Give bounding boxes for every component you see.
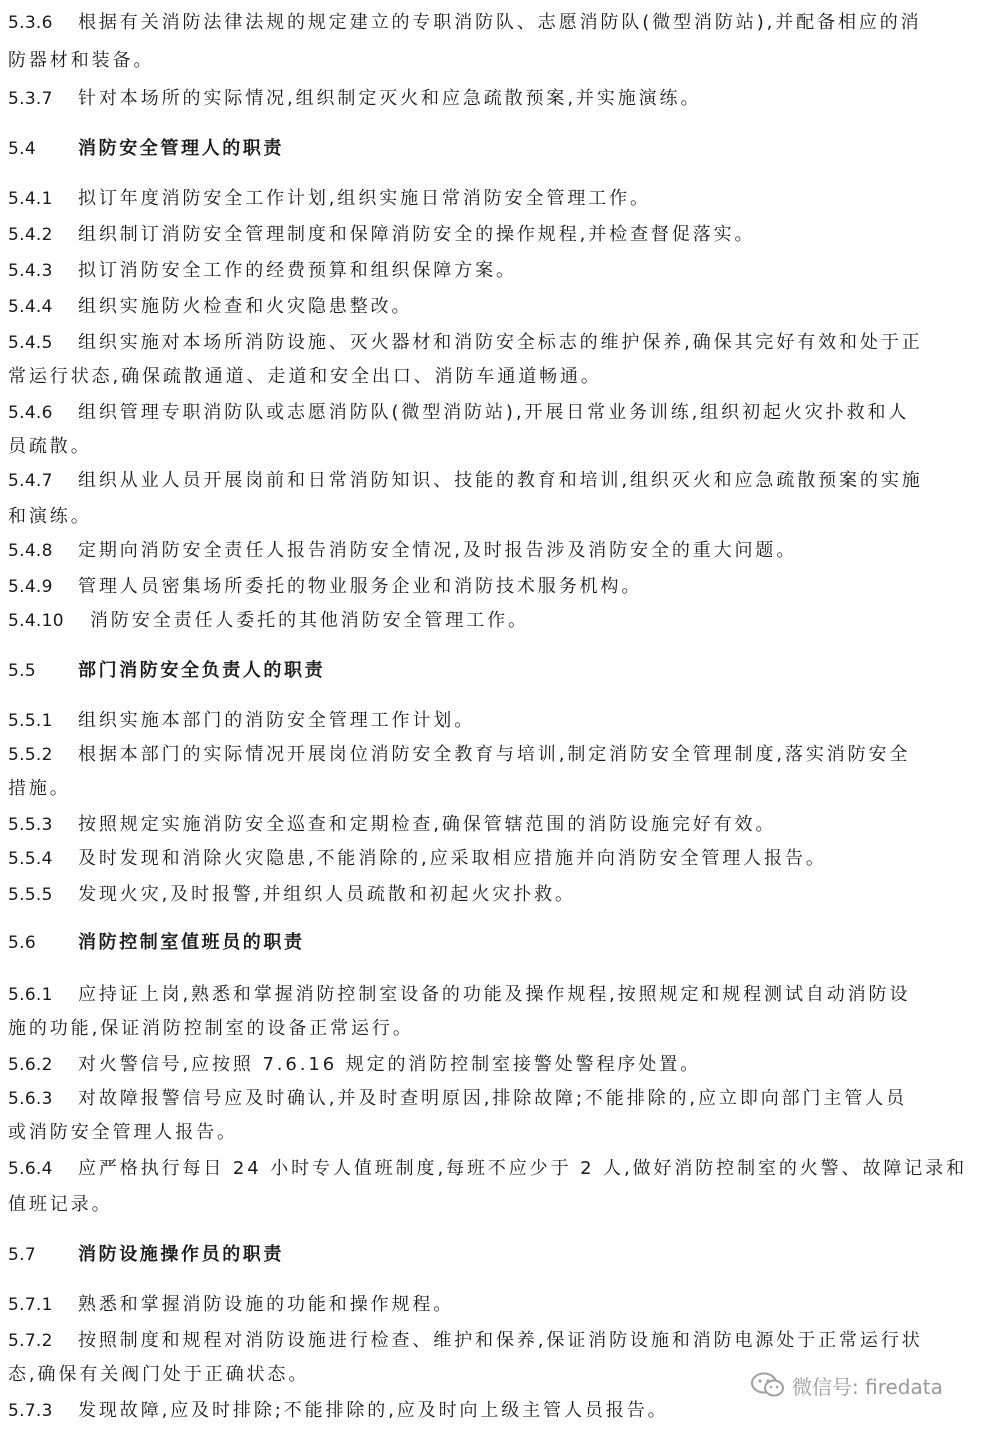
- clause-item: [8, 1330, 970, 1352]
- section-title: 消防控制室值班员的职责: [78, 932, 305, 953]
- clause-text: 组织实施对本场所消防设施、灭火器材和消防安全标志的维护保养,确保其完好有效和处于正: [78, 332, 923, 353]
- clause-number: 5.5.3: [8, 815, 53, 835]
- clause-number: 5.4.10: [8, 611, 64, 631]
- section-heading: [8, 1244, 970, 1266]
- clause-item: [8, 188, 970, 210]
- clause-number: 5.6.4: [8, 1159, 53, 1179]
- clause-item: [8, 332, 970, 354]
- section-number: 5.4: [8, 139, 36, 159]
- clause-continuation: [8, 778, 970, 800]
- clause-number: 5.6.3: [8, 1089, 53, 1109]
- clause-text: 组织管理专职消防队或志愿消防队(微型消防站),开展日常业务训练,组织初起火灾扑救和人: [78, 402, 910, 423]
- clause-number: 5.3.6: [8, 13, 53, 33]
- clause-number: 5.4.5: [8, 333, 53, 353]
- clause-text: 组织从业人员开展岗前和日常消防知识、技能的教育和培训,组织灭火和应急疏散预案的实施: [78, 470, 923, 491]
- clause-text: 定期向消防安全责任人报告消防安全情况,及时报告涉及消防安全的重大问题。: [78, 540, 798, 561]
- clause-item: [8, 610, 970, 632]
- clause-item: [8, 224, 970, 246]
- clause-text: 消防安全责任人委托的其他消防安全管理工作。: [90, 610, 529, 631]
- clause-number: 5.5.2: [8, 745, 53, 765]
- clause-text: 应严格执行每日 24 小时专人值班制度,每班不应少于 2 人,做好消防控制室的火警、故障记录和: [78, 1158, 967, 1179]
- clause-item: [8, 1400, 970, 1422]
- clause-number: 5.5.1: [8, 711, 53, 731]
- clause-text: 值班记录。: [8, 1194, 113, 1215]
- clause-item: [8, 814, 970, 836]
- clause-text: 及时发现和消除火灾隐患,不能消除的,应采取相应措施并向消防安全管理人报告。: [78, 848, 827, 869]
- clause-item: [8, 710, 970, 732]
- clause-text: 针对本场所的实际情况,组织制定灭火和应急疏散预案,并实施演练。: [78, 88, 702, 109]
- clause-number: 5.3.7: [8, 89, 53, 109]
- clause-item: [8, 1088, 970, 1110]
- clause-text: 根据有关消防法律法规的规定建立的专职消防队、志愿消防队(微型消防站),并配备相应的消: [78, 12, 922, 33]
- clause-text: 应持证上岗,熟悉和掌握消防控制室设备的功能及操作规程,按照规定和规程测试自动消防设: [78, 984, 911, 1005]
- section-number: 5.6: [8, 933, 36, 953]
- clause-text: 员疏散。: [8, 436, 92, 457]
- clause-item: [8, 12, 970, 34]
- clause-item: [8, 296, 970, 318]
- clause-continuation: [8, 436, 970, 458]
- clause-text: 常运行状态,确保疏散通道、走道和安全出口、消防车通道畅通。: [8, 366, 602, 387]
- clause-item: [8, 984, 970, 1006]
- clause-continuation: [8, 1194, 970, 1216]
- watermark-text: 微信号: firedata: [792, 1374, 943, 1399]
- clause-text: 按照规定实施消防安全巡查和定期检查,确保管辖范围的消防设施完好有效。: [78, 814, 777, 835]
- clause-item: [8, 88, 970, 110]
- clause-number: 5.4.8: [8, 541, 53, 561]
- clause-item: [8, 576, 970, 598]
- clause-text: 防器材和装备。: [8, 50, 155, 71]
- clause-number: 5.7.3: [8, 1401, 53, 1421]
- clause-number: 5.5.5: [8, 885, 53, 905]
- clause-continuation: [8, 366, 970, 388]
- clause-text: 按照制度和规程对消防设施进行检查、维护和保养,保证消防设施和消防电源处于正常运行状: [78, 1330, 923, 1351]
- clause-item: [8, 540, 970, 562]
- section-heading: [8, 138, 970, 160]
- section-number: 5.7: [8, 1245, 36, 1265]
- clause-text: 或消防安全管理人报告。: [8, 1122, 238, 1143]
- clause-text: 组织实施防火检查和火灾隐患整改。: [78, 296, 413, 317]
- section-number: 5.5: [8, 661, 36, 681]
- clause-continuation: [8, 1018, 970, 1040]
- clause-number: 5.4.2: [8, 225, 53, 245]
- clause-text: 和演练。: [8, 506, 92, 527]
- section-title: 消防安全管理人的职责: [78, 138, 284, 159]
- clause-item: [8, 260, 970, 282]
- clause-number: 5.6.2: [8, 1055, 53, 1075]
- clause-text: 熟悉和掌握消防设施的功能和操作规程。: [78, 1294, 455, 1315]
- clause-text: 组织制订消防安全管理制度和保障消防安全的操作规程,并检查督促落实。: [78, 224, 756, 245]
- clause-text: 对故障报警信号应及时确认,并及时查明原因,排除故障;不能排除的,应立即向部门主管人员: [78, 1088, 908, 1109]
- clause-number: 5.7.1: [8, 1295, 53, 1315]
- clause-text: 态,确保有关阀门处于正确状态。: [8, 1364, 310, 1385]
- clause-number: 5.7.2: [8, 1331, 53, 1351]
- clause-number: 5.4.1: [8, 189, 53, 209]
- section-heading: [8, 660, 970, 682]
- clause-text: 发现故障,应及时排除;不能排除的,应及时向上级主管人员报告。: [78, 1400, 669, 1421]
- section-title: 部门消防安全负责人的职责: [78, 660, 326, 681]
- clause-continuation: [8, 506, 970, 528]
- clause-item: [8, 470, 970, 492]
- clause-text: 措施。: [8, 778, 71, 799]
- wechat-icon: [750, 1371, 786, 1399]
- clause-number: 5.4.3: [8, 261, 53, 281]
- watermark: [750, 1370, 943, 1400]
- clause-item: [8, 884, 970, 906]
- clause-number: 5.6.1: [8, 985, 53, 1005]
- clause-continuation: [8, 50, 970, 72]
- clause-number: 5.4.4: [8, 297, 53, 317]
- clause-number: 5.4.6: [8, 403, 53, 423]
- clause-number: 5.4.9: [8, 577, 53, 597]
- clause-text: 对火警信号,应按照 7.6.16 规定的消防控制室接警处警程序处置。: [78, 1054, 702, 1075]
- clause-item: [8, 1054, 970, 1076]
- clause-number: 5.4.7: [8, 471, 53, 491]
- clause-text: 拟订消防安全工作的经费预算和组织保障方案。: [78, 260, 517, 281]
- clause-text: 施的功能,保证消防控制室的设备正常运行。: [8, 1018, 414, 1039]
- clause-item: [8, 1294, 970, 1316]
- clause-text: 根据本部门的实际情况开展岗位消防安全教育与培训,制定消防安全管理制度,落实消防安全: [78, 744, 911, 765]
- clause-text: 管理人员密集场所委托的物业服务企业和消防技术服务机构。: [78, 576, 643, 597]
- clause-text: 组织实施本部门的消防安全管理工作计划。: [78, 710, 476, 731]
- clause-item: [8, 1158, 970, 1180]
- clause-item: [8, 402, 970, 424]
- clause-item: [8, 848, 970, 870]
- clause-number: 5.5.4: [8, 849, 53, 869]
- clause-text: 拟订年度消防安全工作计划,组织实施日常消防安全管理工作。: [78, 188, 651, 209]
- section-title: 消防设施操作员的职责: [78, 1244, 284, 1265]
- section-heading: [8, 932, 970, 954]
- clause-item: [8, 744, 970, 766]
- clause-continuation: [8, 1122, 970, 1144]
- clause-text: 发现火灾,及时报警,并组织人员疏散和初起火灾扑救。: [78, 884, 576, 905]
